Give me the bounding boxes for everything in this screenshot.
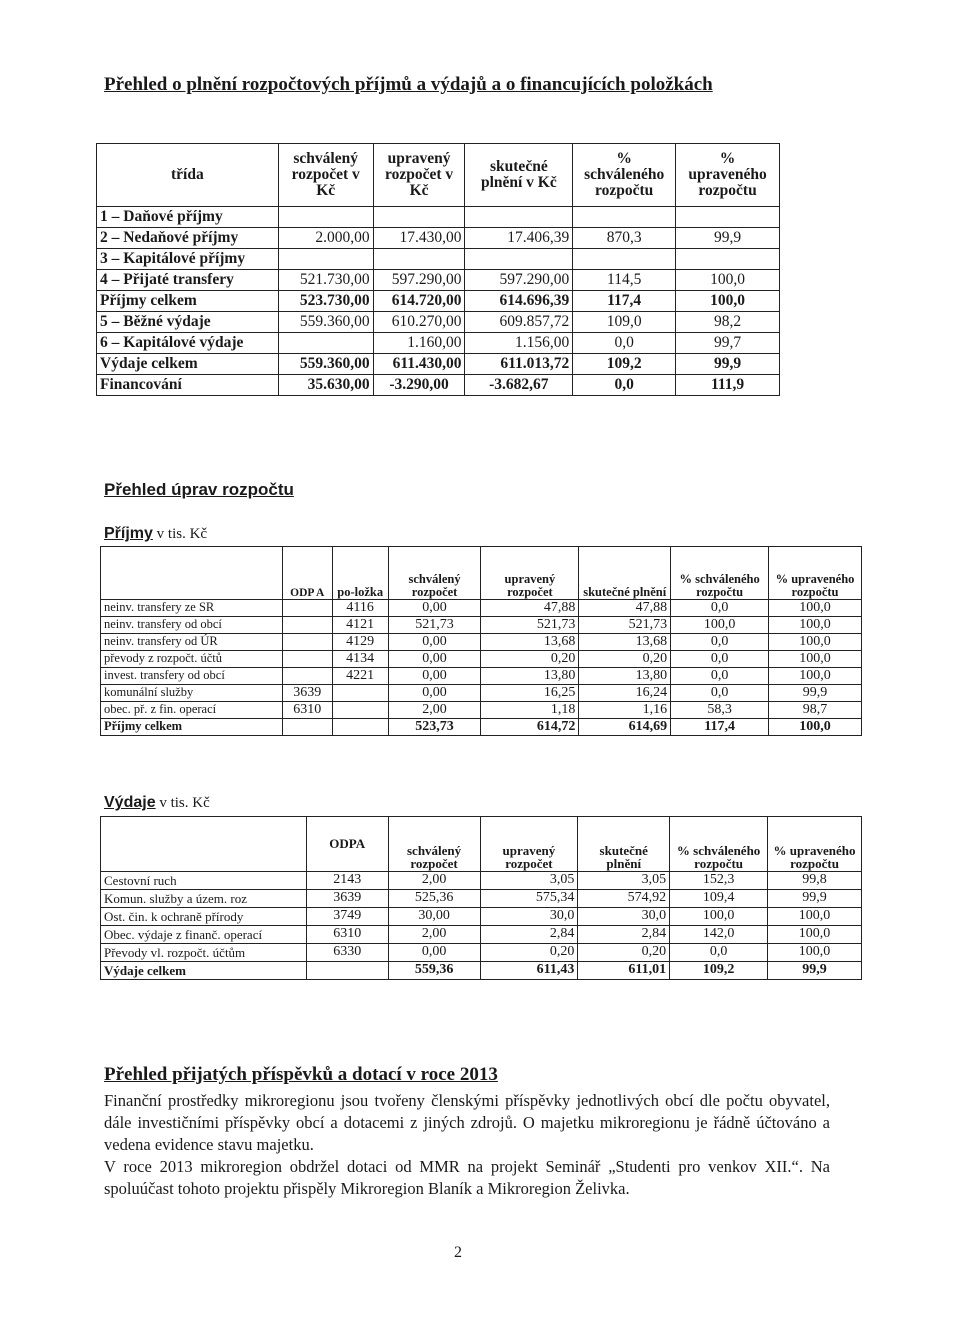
cell: 152,3 [670,872,768,890]
cell: 100,0 [670,908,768,926]
row-label: 3 – Kapitálové příjmy [97,249,279,270]
cell: 13,68 [481,634,579,651]
header-cell: skutečné plnění [579,547,671,600]
row-label: 6 – Kapitálové výdaje [97,333,279,354]
cell: 111,9 [676,375,780,396]
cell: 99,9 [768,962,862,980]
cell: 0,20 [480,944,578,962]
cell: 4116 [332,600,388,617]
cell: 614,72 [481,719,579,736]
cell: 0,00 [388,651,481,668]
header-cell: upravený rozpočet [481,547,579,600]
row-label: 5 – Běžné výdaje [97,312,279,333]
cell: 3,05 [578,872,670,890]
cell [282,668,332,685]
table-row [97,312,780,333]
cell: 2,84 [480,926,578,944]
cell: 99,9 [676,228,780,249]
header-cell: schválený rozpočet v Kč [278,144,373,207]
cell: 611,43 [480,962,578,980]
cell: 98,2 [676,312,780,333]
cell [573,249,676,270]
cell: komunální služby [101,685,283,702]
cell: 1,18 [481,702,579,719]
cell: 142,0 [670,926,768,944]
cell: neinv. transfery ze SR [101,600,283,617]
row-label: Financování [97,375,279,396]
cell: 3639 [306,890,388,908]
header-cell: ODP A [282,547,332,600]
table-row [101,962,862,980]
expense-changes-table [100,816,862,980]
cell: 30,0 [578,908,670,926]
cell: 1.156,00 [465,333,573,354]
paragraph: V roce 2013 mikroregion obdržel dotaci od MMR na projekt Seminář „Studenti pro venkov XII.“. Na spoluúčast tohoto projektu přispěly Mikroregion Blaník a Mikroregion Želivka. [104,1157,830,1198]
cell: 100,0 [676,270,780,291]
cell: 597.290,00 [465,270,573,291]
cell: obec. př. z fin. operací [101,702,283,719]
cell: 98,7 [769,702,862,719]
cell: 100,0 [769,668,862,685]
cell: 521,73 [388,617,481,634]
cell: Výdaje celkem [101,962,307,980]
cell: 3749 [306,908,388,926]
table-row [97,375,780,396]
paragraph: Finanční prostředky mikroregionu jsou tvořeny členskými příspěvky jednotlivých obcí dle počtu obyvatel, dále investičními příspěvky obcí a dotacemi z jiných zdrojů. O majetku mikroregionu je řádně účtováno a vedena evidence stavu majetku. [104,1091,830,1154]
income-changes-table [100,546,862,736]
cell: 4134 [332,651,388,668]
cell: 2,84 [578,926,670,944]
cell: 0,00 [388,600,481,617]
income-subtitle [104,525,207,543]
table-row [97,207,780,228]
cell: 0,20 [579,651,671,668]
cell: 99,9 [769,685,862,702]
income-subtitle-unit: v tis. Kč [152,526,208,542]
cell [282,719,332,736]
cell: 117,4 [671,719,769,736]
cell: 100,0 [769,617,862,634]
cell: Příjmy celkem [101,719,283,736]
cell: 0,00 [388,668,481,685]
cell: 0,0 [573,375,676,396]
cell: -3.682,67 [465,375,573,396]
cell: 0,0 [671,668,769,685]
header-cell [101,817,307,872]
cell: 2,00 [388,702,481,719]
cell [306,962,388,980]
cell [676,249,780,270]
section-title-contributions: Přehled přijatých příspěvků a dotací v roce 2013 [104,1064,498,1085]
cell: 870,3 [573,228,676,249]
cell: 559.360,00 [278,312,373,333]
cell: -3.290,00 [373,375,465,396]
cell: 100,0 [769,651,862,668]
header-cell: skutečné plnění v Kč [465,144,573,207]
table-row [101,719,862,736]
cell: 47,88 [481,600,579,617]
cell: Ost. čin. k ochraně přírody [101,908,307,926]
expenses-subtitle-label: Výdaje [104,794,156,811]
cell: 30,0 [480,908,578,926]
cell: 1,16 [579,702,671,719]
page-title: Přehled o plnění rozpočtových příjmů a výdajů a o financujících položkách [104,74,713,95]
expenses-subtitle [104,794,210,812]
header-cell: ODPA [306,817,388,872]
cell: neinv. transfery od ÚR [101,634,283,651]
cell: 4129 [332,634,388,651]
cell [332,685,388,702]
cell: 99,9 [768,890,862,908]
table-row [97,333,780,354]
cell: 523.730,00 [278,291,373,312]
cell [465,207,573,228]
row-label: 1 – Daňové příjmy [97,207,279,228]
cell: 0,0 [573,333,676,354]
cell: 100,0 [769,634,862,651]
table-row [101,702,862,719]
cell: 559,36 [388,962,480,980]
cell: 6310 [306,926,388,944]
table-row [101,634,862,651]
cell: 0,00 [388,944,480,962]
cell: 609.857,72 [465,312,573,333]
cell: 614.696,39 [465,291,573,312]
cell: 4221 [332,668,388,685]
cell: 2.000,00 [278,228,373,249]
header-cell: třída [97,144,279,207]
cell: 575,34 [480,890,578,908]
cell [465,249,573,270]
income-subtitle-label: Příjmy [104,525,153,542]
cell [676,207,780,228]
cell: 1.160,00 [373,333,465,354]
cell: 16,25 [481,685,579,702]
cell: 100,0 [769,600,862,617]
cell [282,617,332,634]
cell: 523,73 [388,719,481,736]
cell: 13,80 [481,668,579,685]
cell: 13,68 [579,634,671,651]
table-row [101,651,862,668]
header-cell: upravený rozpočet v Kč [373,144,465,207]
table-row [101,944,862,962]
cell: Cestovní ruch [101,872,307,890]
cell [282,600,332,617]
cell: 117,4 [573,291,676,312]
cell [282,651,332,668]
table-row [97,354,780,375]
cell: 611,01 [578,962,670,980]
cell: 574,92 [578,890,670,908]
cell: 521,73 [481,617,579,634]
cell [278,249,373,270]
cell: 0,0 [671,634,769,651]
cell: 3639 [282,685,332,702]
row-label: 2 – Nedaňové příjmy [97,228,279,249]
cell: 99,7 [676,333,780,354]
table-row [101,890,862,908]
header-cell: % schváleného rozpočtu [670,817,768,872]
header-cell: % upraveného rozpočtu [769,547,862,600]
table-row [97,270,780,291]
table-row [101,685,862,702]
table-row [97,291,780,312]
cell: 17.406,39 [465,228,573,249]
cell: 100,0 [676,291,780,312]
cell: invest. transfery od obcí [101,668,283,685]
table-row [101,926,862,944]
expenses-subtitle-unit: v tis. Kč [155,795,210,811]
cell [373,249,465,270]
cell: 6330 [306,944,388,962]
page-number: 2 [454,1244,462,1261]
table-row [101,617,862,634]
cell: 16,24 [579,685,671,702]
cell [282,634,332,651]
header-cell: po-ložka [332,547,388,600]
cell: 109,2 [573,354,676,375]
cell [332,702,388,719]
cell: 521.730,00 [278,270,373,291]
cell: 0,0 [670,944,768,962]
cell: 99,8 [768,872,862,890]
row-label: 4 – Přijaté transfery [97,270,279,291]
cell: 58,3 [671,702,769,719]
header-cell: schválený rozpočet [388,547,481,600]
cell: 559.360,00 [278,354,373,375]
cell: 610.270,00 [373,312,465,333]
cell: 614.720,00 [373,291,465,312]
cell: převody z rozpočt. účtů [101,651,283,668]
cell: 597.290,00 [373,270,465,291]
cell: 47,88 [579,600,671,617]
header-cell: % upraveného rozpočtu [768,817,862,872]
table-header-row [101,547,862,600]
section-title-budget-changes: Přehled úprav rozpočtu [104,480,294,499]
cell: 13,80 [579,668,671,685]
cell: Komun. služby a územ. roz [101,890,307,908]
header-cell: schválený rozpočet [388,817,480,872]
table-header-row [101,817,862,872]
cell: 35.630,00 [278,375,373,396]
table-row [101,600,862,617]
table-row [101,872,862,890]
cell [373,207,465,228]
budget-summary-table [96,143,780,396]
cell: 114,5 [573,270,676,291]
cell: 2143 [306,872,388,890]
cell: 30,00 [388,908,480,926]
cell: 0,00 [388,685,481,702]
cell: Převody vl. rozpočt. účtům [101,944,307,962]
cell: 100,0 [768,944,862,962]
cell: 521,73 [579,617,671,634]
cell: 100,0 [768,926,862,944]
cell [573,207,676,228]
cell: 100,0 [769,719,862,736]
row-label: Výdaje celkem [97,354,279,375]
cell: 0,0 [671,600,769,617]
cell: 109,4 [670,890,768,908]
cell: 3,05 [480,872,578,890]
cell: 525,36 [388,890,480,908]
header-cell: skutečné plnění [578,817,670,872]
cell: 100,0 [768,908,862,926]
table-row [101,668,862,685]
cell: 0,00 [388,634,481,651]
cell [278,333,373,354]
cell: 614,69 [579,719,671,736]
cell: 2,00 [388,872,480,890]
table-header-row [97,144,780,207]
cell: 611.013,72 [465,354,573,375]
table-row [97,228,780,249]
cell: 109,0 [573,312,676,333]
table-row [101,908,862,926]
header-cell: upravený rozpočet [480,817,578,872]
contributions-text [104,1090,830,1200]
cell: 109,2 [670,962,768,980]
cell: 100,0 [671,617,769,634]
cell: 99,9 [676,354,780,375]
cell: 611.430,00 [373,354,465,375]
cell: 0,0 [671,651,769,668]
header-cell: % schváleného rozpočtu [573,144,676,207]
cell [332,719,388,736]
header-cell [101,547,283,600]
cell [278,207,373,228]
cell: 4121 [332,617,388,634]
header-cell: % upraveného rozpočtu [676,144,780,207]
header-cell: % schváleného rozpočtu [671,547,769,600]
cell: 0,0 [671,685,769,702]
cell: neinv. transfery od obcí [101,617,283,634]
row-label: Příjmy celkem [97,291,279,312]
cell: 0,20 [578,944,670,962]
cell: 2,00 [388,926,480,944]
table-row [97,249,780,270]
cell: Obec. výdaje z finanč. operací [101,926,307,944]
cell: 17.430,00 [373,228,465,249]
cell: 6310 [282,702,332,719]
cell: 0,20 [481,651,579,668]
